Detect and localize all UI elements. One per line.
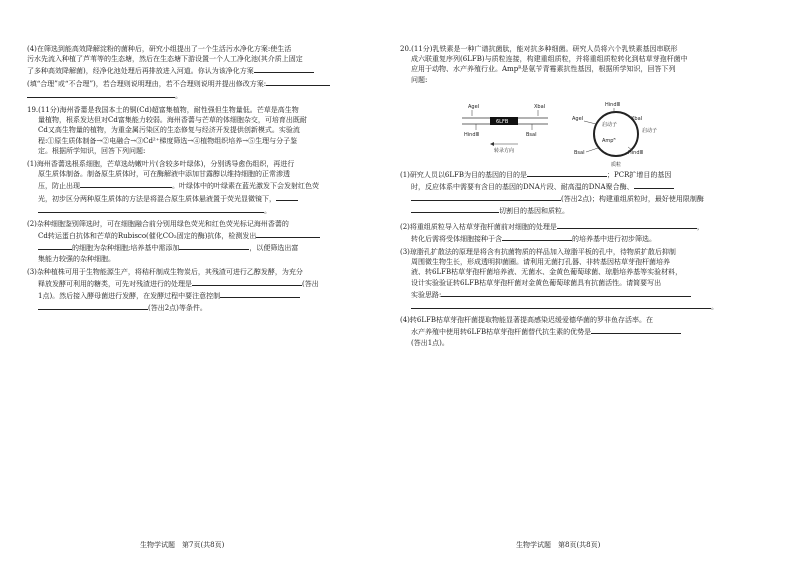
answer-blank	[557, 220, 697, 229]
answer-blank	[411, 300, 711, 309]
answer-blank	[634, 180, 674, 189]
q20-stem: 20.(11分)乳铁素是一种广谱抗菌肽，能对抗多种细菌。研究人员将六个乳铁素基因串联形 成六联重复序列(6LFB)与质粒连接，构建重组质粒，并将重组质粒转化到枯草芽孢杆菌中 应用于动物、水产养殖行业。Ampᴿ是氨苄青霉素抗性基因，根据所学知识，回答下列 问题:	[400, 45, 688, 84]
answer-blank	[38, 241, 72, 250]
transcription-arrowhead	[490, 142, 494, 146]
answer-blank	[27, 89, 175, 98]
answer-blank	[256, 229, 320, 238]
answer-blank	[591, 325, 681, 334]
plasmid-promoter-right: 启动子	[642, 128, 658, 134]
fragment-site-bsai: BsaⅠ	[526, 132, 537, 138]
page-8-column	[400, 44, 745, 351]
plasmid-site-xbai: XbaⅠ	[631, 116, 643, 122]
page-footer-left: 生物学试题 第7页(共8页)	[140, 541, 225, 549]
q19-sub2: (2)杂种细胞鉴别筛选时，可在细胞融合前分别用绿色荧光和红色荧光标记海州香薷的 Cd转运蛋白抗体和芒草的Rubisco(催化CO₂固定的酶)抗体，检测发出 的细胞为杂种细胞;培养基中需添加 ，以便筛选出富 集能力较强的杂种细胞。	[27, 219, 367, 264]
q20-sub4: (4)转6LFB枯草芽孢杆菌提取物能显著提高感染迟缓爱德华菌的罗非鱼存活率。在 水产养殖中使用转6LFB枯草芽孢杆菌替代抗生素的优势是 (答出1点)。	[400, 315, 745, 348]
plasmid-site-agei: AgeⅠ	[572, 116, 584, 122]
q20-sub2: (2)将重组质粒导入枯草芽孢杆菌前对细胞的处理是 ， 转化后需将受体细胞接种于含 的培养基中进行初步筛选。	[400, 220, 745, 244]
answer-blank	[38, 301, 148, 310]
plasmid-site-tick	[586, 148, 598, 152]
answer-blank	[441, 288, 691, 297]
answer-blank	[220, 289, 300, 298]
answer-blank	[38, 204, 264, 213]
plasmid-name: 质粒	[611, 162, 622, 168]
plasmid-construction-diagram	[456, 98, 666, 170]
q18-sub4: (4)在筛选到能高效降解淀粉的菌种后，研究小组提出了一个生活污水净化方案:使生活 污水先流入种植了芦苇等的生态塘，然后在生态塘下游设置一个人工净化池(其介质上固定 了多种高效降解菌)，经净化池处理后再排放进入河道。你认为该净化方案 (填“合理”或“不合理”)，若合理则说明理由，若不合理则说明并提出修改方案: 。	[27, 44, 367, 101]
plasmid-site-bsai: BsaⅠ	[574, 150, 585, 156]
plasmid-site-hindiii-bottom: HindⅢ	[628, 150, 643, 156]
6lfb-label: 6LFB	[496, 119, 509, 125]
q20-sub3: (3)琼脂孔扩散法的原理是将含有抗菌物质的样品加入琼脂平板的孔中，待物质扩散后抑制 周围微生物生长，形成透明抑菌圈。请利用无菌打孔器、非转基因枯草芽孢杆菌培养 液、转6LFB枯草芽孢杆菌培养液、无菌水、金黄色葡萄球菌、琼脂培养基等实验材料， 设计实验验证转6LFB枯草芽孢杆菌对金黄色葡萄球菌具有抗菌活性。请简要写出 实验思路: 。	[400, 248, 718, 312]
answer-blank	[192, 277, 302, 286]
answer-blank	[411, 204, 499, 213]
plasmid-ampr: Ampᴿ	[602, 138, 616, 144]
plasmid-site-hindiii-top: HindⅢ	[605, 102, 620, 108]
q19-sub1: (1)海州香薷选根系细胞，芒草选幼嫩叶片(含较多叶绿体)，分别诱导愈伤组织，再进行 原生质体制备。制备原生质体时，可在酶解液中添加甘露醇以维持细胞的正常渗透 压，防止出现 。叶绿体中的叶绿素在蓝光激发下会发射红色荧 光，初步区分两种原生质体的方法是将混合原生质体悬液置于荧光显微镜下， 。	[27, 160, 319, 215]
transcription-direction-label: 转录方向	[494, 148, 515, 154]
q20-sub1: (1)研究人员以6LFB为目的基因的目的是 ；PCR扩增目的基因 时，反应体系中需要有含目的基因的DNA片段、耐高温的DNA聚合酶、 (答出2点)；构建重组质粒时，最好使用限制酶 切割目的基因和质粒。	[400, 168, 745, 217]
answer-blank	[276, 192, 298, 201]
answer-blank	[254, 64, 314, 73]
answer-blank	[266, 77, 330, 86]
answer-blank	[502, 232, 572, 241]
answer-blank	[411, 192, 561, 201]
plasmid-site-tick	[584, 121, 596, 124]
q19-stem: 19.(11分)海州香薷是我国本土的铜(Cd)超富集植物，耐性强但生物量低。芒草是高生物 量植物，根系发达但对Cd富集能力较弱。海州香薷与芒草的体细胞杂交，可培育出既耐 Cd又高生物量的植物，为重金属污染区的生态修复与经济开发提供创新模式。实验流 程:①原生质体制备→②电融合→③Cd²⁺梯度筛选→④植物组织培养→⑤生理与分子鉴 定。根据所学知识，回答下列问题:	[27, 106, 307, 155]
answer-blank	[80, 179, 172, 188]
plasmid-promoter-inner: 启动子	[602, 122, 618, 128]
q19-sub3: (3)杂种植株可用于生物能源生产，将秸秆制成生物炭后，其残渣可进行乙醇发酵，为充分 释放发酵可利用的糖类，可先对残渣进行的处理是 (答出 1点)。然后接入酵母菌进行发酵，在发酵过程中要注意控制 (答出2点)等条件。	[27, 267, 319, 313]
fragment-site-hindiii: HindⅢ	[464, 132, 479, 138]
page-footer-right: 生物学试题 第8页(共8页)	[516, 541, 601, 549]
fragment-site-xbai: XbaⅠ	[534, 104, 546, 110]
answer-blank	[179, 241, 249, 250]
fragment-site-agei: AgeⅠ	[468, 104, 480, 110]
page-7-column	[27, 44, 367, 317]
